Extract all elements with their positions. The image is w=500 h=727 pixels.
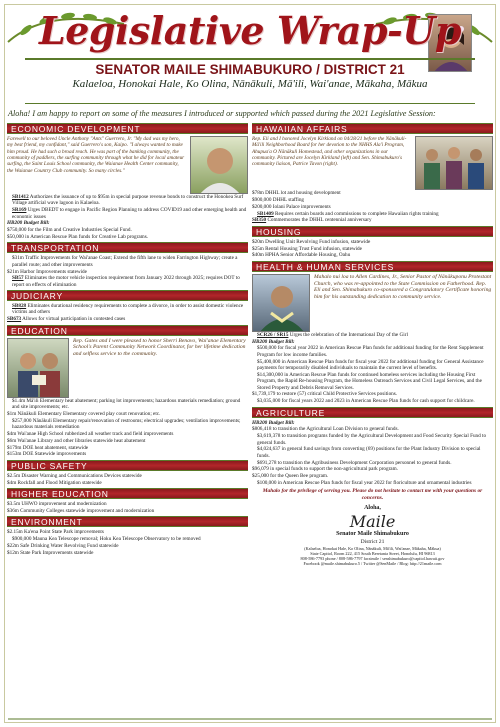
list-item: $2.5m Disaster Warning and Communications Devices statewide [7, 472, 142, 479]
budget-item: $96,079 in special funds to support the non-agricultural park program. [252, 466, 398, 473]
list-item: $4m Wai'anae High School rubberized all weather track and field improvements [7, 430, 174, 437]
list-item: $12m State Park Improvements statewide [7, 549, 94, 556]
list-item: $3.5m UHWO improvement and modernization [7, 500, 107, 507]
list-item: $257,000 Nānākuli Elementary repair/renovation of restrooms; electrical upgrades; ventilation improvements; hazardous materials remediation [12, 417, 241, 431]
bill-item: SB350 Commemorates the DHHL centennial anniversary [252, 217, 372, 224]
contact-line: 808-586-7793 phone / 808-586-7797 facsimile / senshimabukuro@capitol.hawaii.gov [300, 555, 445, 561]
budget-label: HB200 Budget Bill: [252, 419, 295, 426]
bill-item: SB1409 Requires certain boards and commissions to complete Hawaiian rights training [257, 210, 439, 217]
right-column [252, 121, 493, 566]
bill-item: SCR26 / SR15 Urges the celebration of the International Day of the Girl [257, 331, 408, 338]
list-item: $4m Rockfall and Flood Mitigation statewide [7, 479, 102, 486]
title-rule [25, 58, 475, 60]
signature: Maile [349, 511, 396, 531]
section-header-hawaiian-affairs: HAWAIIAN AFFAIRS [252, 123, 493, 134]
bill-item: SB828 Eliminates durational residency requirements to complete a divorce, in order to assist domestic violence victims and others [12, 303, 244, 316]
list-item: $20m Dwelling Unit Revolving Fund infusion, statewide [252, 238, 371, 245]
bill-item: SR169 Urges DBEDT to engage in Pacific Region Planning to address COVID19 and other emerging health and economic issues [12, 207, 247, 220]
hawaiian-callout-row [252, 136, 493, 190]
list-item: $900,000 Mauna Kea Telescope removal; Hoku Kea Telescope Observatory to be removed [12, 535, 201, 542]
section-header-economic: ECONOMIC DEVELOPMENT [7, 123, 248, 134]
budget-item: $500,000 for fiscal year 2022 in American Rescue Plan funds for additional funding for the Rent Supplement Program for low income families. [257, 345, 484, 358]
section-header-housing: HOUSING [252, 226, 493, 237]
list-item: $200,000 Iolani Palace improvements [252, 203, 331, 210]
budget-item: $25,000 for the Queen Bee program. [252, 473, 329, 480]
bill-item: SB673 Allows for virtual participation in contested cases [7, 316, 126, 323]
newsletter-title: Legislative Wrap-Up [39, 8, 461, 53]
senator-name: Senator Maile Shimabukuro [336, 531, 409, 538]
section-header-higher-education: HIGHER EDUCATION [7, 488, 248, 499]
section-header-judiciary: JUDICIARY [7, 290, 248, 301]
closing-aloha: Aloha, [364, 504, 381, 511]
budget-item: $806,418 to transition the Agricultural Loan Division to general funds. [252, 426, 399, 433]
intro-text: Aloha! I am happy to report on some of the measures I introduced or supported which passed during the 2021 Legislative Session: [8, 109, 436, 118]
budget-item: $4,024,637 in general fund savings from converting (69) positions for the Plant Industry Division to special funds. [257, 446, 481, 459]
economic-callout-row [7, 136, 248, 194]
list-item: $21m Harbor Improvements statewide [7, 268, 87, 275]
left-column [7, 121, 248, 557]
district-communities: Kalaeloa, Honokai Hale, Ko Olina, Nānākuli, Mā'ili, Wai'anae, Mākaha, Mākua [72, 78, 428, 90]
section-header-education: EDUCATION [7, 325, 248, 336]
health-callout-row [252, 274, 493, 332]
list-item: $1m Nānākuli Elementary Elementary covered play court renovation; etc. [7, 410, 161, 417]
senator-district: District 21 [360, 538, 385, 545]
subtitle-rule [25, 103, 475, 104]
contact-line: Facebook @maile.shimabukuro.5 / Twitter @SenMaile / Blog: http://21maile.com [303, 560, 442, 566]
section-header-transportation: TRANSPORTATION [7, 242, 248, 253]
section-header-public-safety: PUBLIC SAFETY [7, 460, 248, 471]
budget-label: HB200 Budget Bill: [7, 220, 50, 227]
list-item: $40m HPHA Senior Affordable Housing, Oahu [252, 252, 351, 259]
section-header-agriculture: AGRICULTURE [252, 407, 493, 418]
guerrero-photo [190, 136, 248, 194]
list-item: $1.4m Mā'ili Elementary heat abatement; parking lot improvements; hazardous materials remediation; ground and site improvements; etc. [12, 397, 241, 410]
contact-line: (Kalaeloa, Honokai Hale, Ko Olina, Nānākuli, Mā'ili, Wai'anae, Mākaha, Mākua) [304, 545, 441, 551]
list-item: $22m Safe Drinking Water Revolving Fund statewide [7, 542, 119, 549]
list-item: $31m Traffic Improvements for Wai'anae Coast; Extend the fifth lane to widen Farrington Highway; create a parallel route; and other improvements [12, 255, 238, 268]
list-item: $2.15m Ka'ena Point State Park improvements [7, 529, 104, 536]
kirkland-photo [415, 136, 493, 190]
budget-item: $100,000 in American Rescue Plan funds for fiscal year 2022 for floriculture and ornamental industries [257, 480, 472, 487]
budget-item: $750,000 for the Film and Creative Industries Special Fund. [7, 227, 132, 234]
hawaiian-callout: Rep. Eli and I honored Jocelyn Kirkland on 04/28/21 before the Nānākuli-Mā'ili Neighborhood Board for her devotion to the NHHS Ala'i Program, Ahupua'a O Nānākuli Homestead, and other organizations in our community. Pictured are Jocelyn Kirkland (left) and Sen. Shimabukuro's community liaison, Patrice Tavon (right). [252, 136, 407, 168]
budget-item: $3,035,000 for fiscal years 2022 and 2023 in American Rescue Plan funds for cash support for childcare. [257, 398, 475, 405]
cardines-photo [252, 274, 310, 332]
list-item: $179m DOE heat abatement, statewide [7, 444, 89, 451]
list-item: $36m Community Colleges statewide improvement and modernization [7, 507, 155, 514]
benavo-photo [7, 338, 69, 398]
budget-item: $3,619,378 to transition programs funded by the Agricultural Development and Food Security Special Fund to general funds. [257, 433, 487, 446]
bill-item: SB1412 Authorizes the issuance of up to $95m in special purpose revenue bonds to construct the Honokea Surf Village artificial wave lagoon in Kalaeloa. [12, 194, 244, 207]
health-callout: Mahalo nui loa to Allen Cardines, Jr., Senior Pastor of Nānākuponu Protestant Church, who was re-appointed to the State Commission on Fatherhood. Rep. Eli and Sen. Shimabukuro co-sponsored a Congratulatory Certificate honoring him for his outstanding dedication to community service. [314, 273, 492, 301]
budget-item: $5,400,000 in American Rescue Plan funds for fiscal year 2022 for additional funding for General Assistance payments for temporarily disabled individuals to maintain the current level of benefits. [257, 358, 484, 371]
list-item: $78m DHHL lot and housing development [252, 190, 341, 196]
list-item: $6m Wai'anae Library and other libraries statewide heat abatement [7, 437, 146, 444]
leaf-decoration-bottom [8, 715, 492, 723]
section-header-environment: ENVIRONMENT [7, 516, 248, 527]
list-item: $900,000 DHHL staffing [252, 196, 305, 203]
budget-item: $691,278 to transition the Agribusiness Development Corporation personnel to general funds. [257, 459, 452, 466]
closing-note: Mahalo for the privilege of serving you. Please do not hesitate to contact me with your questions or concerns. [262, 488, 483, 502]
budget-label: HB200 Budget Bill: [252, 338, 295, 345]
budget-item: $50,000 in American Rescue Plan funds for Creative Lab programs. [7, 234, 149, 241]
budget-item: $1,739,179 to restore (57) critical Child Protective Services positions. [252, 391, 398, 398]
list-item: $25m Rental Housing Trust Fund infusion, statewide [252, 245, 362, 252]
contact-line: State Capitol, Room 222, 415 South Beretania Street, Honolulu, HI 96813 [310, 550, 435, 556]
senator-district-heading: SENATOR MAILE SHIMABUKURO / DISTRICT 21 [95, 62, 405, 77]
budget-item: $14,300,000 in American Rescue Plan funds for continued homeless services including the Housing First Program, the Rapid Re-housing Program, the Homeless Outreach Services and Civil Legal Services, and the Stored Property and Debris Removal Services. [257, 371, 482, 391]
section-header-health-human-services: HEALTH & HUMAN SERVICES [252, 261, 493, 272]
bill-item: SB57 Eliminates the motor vehicle inspection requirement from January 2022 through 2025; requires DOT to report on effects of elimination [12, 275, 240, 288]
education-callout: Rep. Gates and I were pleased to honor Sherri Benavo, Wai'anae Elementary School's Parent Community Network Coordinator, for her lifetime dedication and selfless service to the community. [73, 337, 246, 358]
list-item: $153m DOE Statewide improvements [7, 451, 87, 458]
economic-callout: Farewell to our beloved Uncle Anthony "Ants" Guerrero, Jr. "My dad was my hero, my best friend, my confidant," said Guerrero's son, Kaipo. "I always wanted to make him proud. He had such a broad reach. He was part of the banking community, the community of paddlers, the surfing community through what he did for local amateur surfing, the Saint Louis School community, the Waianae Health Center community, the Waianae Country Club community. So many circles." [7, 136, 185, 174]
education-callout-row [7, 338, 248, 398]
